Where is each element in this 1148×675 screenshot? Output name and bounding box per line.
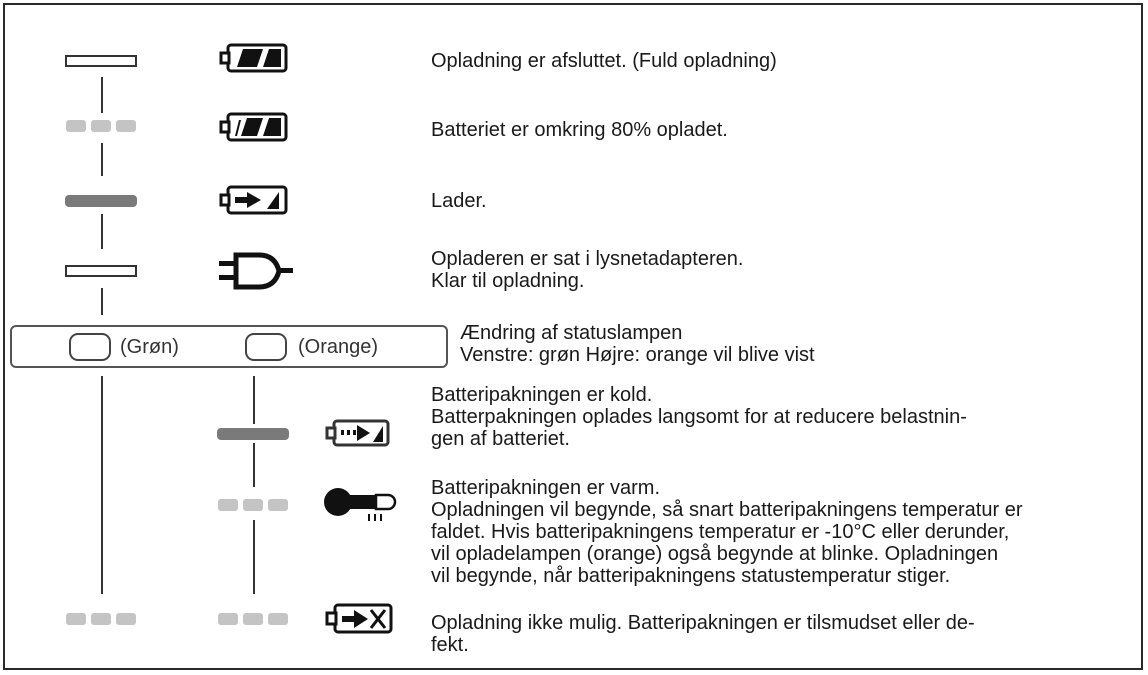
legend-title: Ændring af statuslampen	[460, 322, 683, 344]
status-description: Batteripakningen er kold.	[431, 384, 653, 406]
connector-line	[101, 77, 103, 113]
orange-lamp-swatch	[245, 333, 287, 361]
status-description: faldet. Hvis batteripakningens temperatur er -10°C eller derunder,	[431, 521, 1010, 543]
connector-line	[101, 214, 103, 249]
green-lamp-blinking	[66, 120, 136, 132]
battery-full-icon	[219, 42, 289, 74]
orange-row-2-text	[431, 477, 1022, 587]
status-description: Batteripakningen er varm.	[431, 477, 661, 499]
connector-line	[253, 443, 255, 487]
status-description: Opladning ikke mulig. Batteripakningen er tilsmudset eller de-	[431, 612, 975, 634]
status-description: Klar til opladning.	[431, 270, 585, 292]
status-description: Batterpakningen oplades langsomt for at reducere belastnin-	[431, 406, 967, 428]
orange-row-3-text	[431, 612, 975, 656]
thermometer-hot-icon	[322, 486, 402, 526]
status-lamp-legend	[10, 325, 448, 368]
status-description: vil begynde, når batteripakningens statustemperatur stiger.	[431, 565, 951, 587]
status-description: Opladning er afsluttet. (Fuld opladning)	[431, 50, 777, 72]
connector-line	[253, 376, 255, 424]
row-3-text	[431, 190, 487, 212]
battery-error-icon	[325, 602, 395, 636]
row-1-text	[431, 50, 777, 72]
green-lamp-swatch	[69, 333, 111, 361]
legend-text	[460, 322, 815, 366]
status-description: vil opladelampen (orange) også begynde at blinke. Opladningen	[431, 543, 999, 565]
orange-lamp-blinking	[218, 499, 288, 511]
orange-lamp-blinking	[218, 613, 288, 625]
status-description: Opladningen vil begynde, så snart batteripakningens temperatur er	[431, 499, 1023, 521]
status-description: Lader.	[431, 190, 487, 212]
connector-line	[101, 143, 103, 176]
battery-charging-icon	[219, 184, 289, 216]
battery-80-icon	[219, 111, 289, 143]
orange-lamp-steady-on	[217, 428, 289, 440]
orange-lamp-label: (Orange)	[298, 336, 379, 358]
connector-line	[101, 288, 103, 315]
plug-icon	[219, 251, 294, 291]
battery-slow-charge-icon	[325, 418, 391, 448]
row-2-text	[431, 119, 728, 141]
green-lamp-label: (Grøn)	[120, 336, 179, 358]
status-description: gen af batteriet.	[431, 428, 570, 450]
green-lamp-steady-off	[65, 55, 137, 67]
connector-line	[101, 376, 103, 594]
status-description: Opladeren er sat i lysnetadapteren.	[431, 248, 744, 270]
status-description: fekt.	[431, 634, 469, 656]
legend-subtitle: Venstre: grøn Højre: orange vil blive vist	[460, 344, 815, 366]
row-4-text	[431, 248, 743, 292]
green-lamp-steady-on	[65, 195, 137, 207]
green-lamp-steady-off	[65, 265, 137, 277]
orange-row-1-text	[431, 384, 967, 450]
status-description: Batteriet er omkring 80% opladet.	[431, 119, 728, 141]
connector-line	[253, 520, 255, 594]
green-lamp-blinking	[66, 613, 136, 625]
